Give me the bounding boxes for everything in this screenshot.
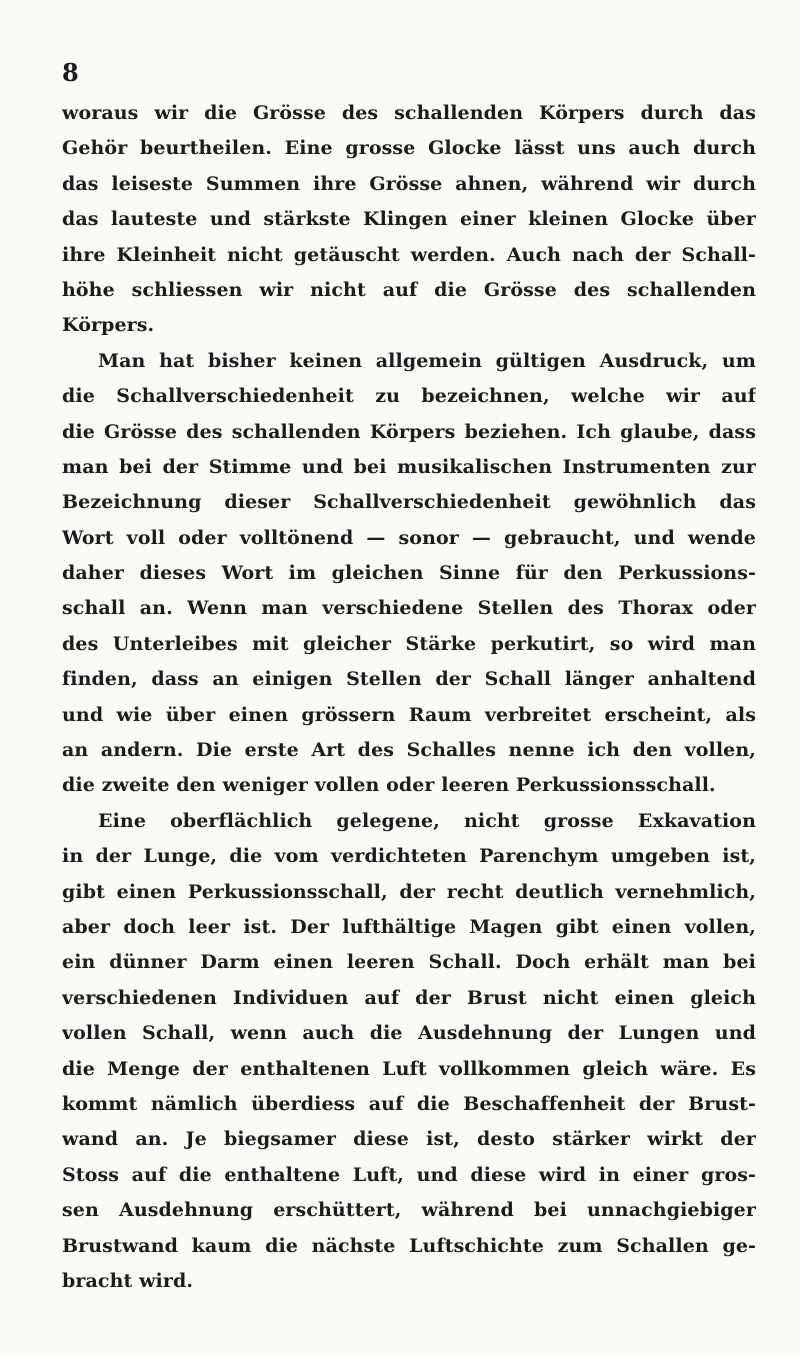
page-number: 8 xyxy=(62,58,79,87)
text-line: die Grösse des schallenden Körpers beziehen. Ich glaube, dass xyxy=(62,420,756,443)
text-line: Eine oberflächlich gelegene, nicht grosse Exkavation xyxy=(98,809,756,832)
text-line: kommt nämlich überdiess auf die Beschaffenheit der Brust- xyxy=(62,1092,756,1115)
text-line: vollen Schall, wenn auch die Ausdehnung der Lungen und xyxy=(62,1022,756,1045)
text-line: und wie über einen grössern Raum verbreitet erscheint, als xyxy=(62,703,756,726)
text-line: schall an. Wenn man verschiedene Stellen des Thorax oder xyxy=(62,597,756,620)
text-line: finden, dass an einigen Stellen der Schall länger anhaltend xyxy=(62,668,756,691)
text-line: die Menge der enthaltenen Luft vollkommen gleich wäre. Es xyxy=(62,1057,756,1080)
body-text xyxy=(62,96,756,1299)
text-line: das lauteste und stärkste Klingen einer kleinen Glocke über xyxy=(62,208,756,231)
text-line: Gehör beurtheilen. Eine grosse Glocke lässt uns auch durch xyxy=(62,137,756,160)
text-line: Man hat bisher keinen allgemein gültigen Ausdruck, um xyxy=(98,349,756,372)
text-line: des Unterleibes mit gleicher Stärke perkutirt, so wird man xyxy=(62,632,756,655)
text-line: Brustwand kaum die nächste Luftschichte zum Schallen ge- xyxy=(62,1234,756,1257)
text-line: aber doch leer ist. Der lufthältige Magen gibt einen vollen, xyxy=(62,915,756,938)
text-line: wand an. Je biegsamer diese ist, desto stärker wirkt der xyxy=(62,1128,756,1151)
text-line: in der Lunge, die vom verdichteten Parenchym umgeben ist, xyxy=(62,845,756,868)
text-line: Stoss auf die enthaltene Luft, und diese wird in einer gros- xyxy=(62,1163,756,1186)
text-line: Wort voll oder volltönend — sonor — gebraucht, und wende xyxy=(62,526,756,549)
text-line: die zweite den weniger vollen oder leeren Perkussionsschall. xyxy=(62,774,716,797)
text-line: an andern. Die erste Art des Schalles nenne ich den vollen, xyxy=(62,739,756,762)
text-line: sen Ausdehnung erschüttert, während bei unnachgiebiger xyxy=(62,1199,756,1222)
text-line: Bezeichnung dieser Schallverschiedenheit gewöhnlich das xyxy=(62,491,756,514)
text-line: verschiedenen Individuen auf der Brust nicht einen gleich xyxy=(62,986,756,1009)
text-line: daher dieses Wort im gleichen Sinne für den Perkussions- xyxy=(62,562,756,585)
text-line: woraus wir die Grösse des schallenden Körpers durch das xyxy=(62,102,756,124)
text-line: die Schallverschiedenheit zu bezeichnen, welche wir auf xyxy=(62,385,756,408)
text-line: gibt einen Perkussionsschall, der recht deutlich vernehmlich, xyxy=(62,880,756,903)
text-line: ein dünner Darm einen leeren Schall. Doch erhält man bei xyxy=(62,951,756,974)
text-line: bracht wird. xyxy=(62,1269,194,1292)
text-line: Körpers. xyxy=(62,314,155,337)
text-line: man bei der Stimme und bei musikalischen Instrumenten zur xyxy=(62,455,756,478)
text-line: höhe schliessen wir nicht auf die Grösse des schallenden xyxy=(62,278,756,301)
text-line: ihre Kleinheit nicht getäuscht werden. Auch nach der Schall- xyxy=(62,243,756,266)
text-line: das leiseste Summen ihre Grösse ahnen, während wir durch xyxy=(62,172,756,195)
